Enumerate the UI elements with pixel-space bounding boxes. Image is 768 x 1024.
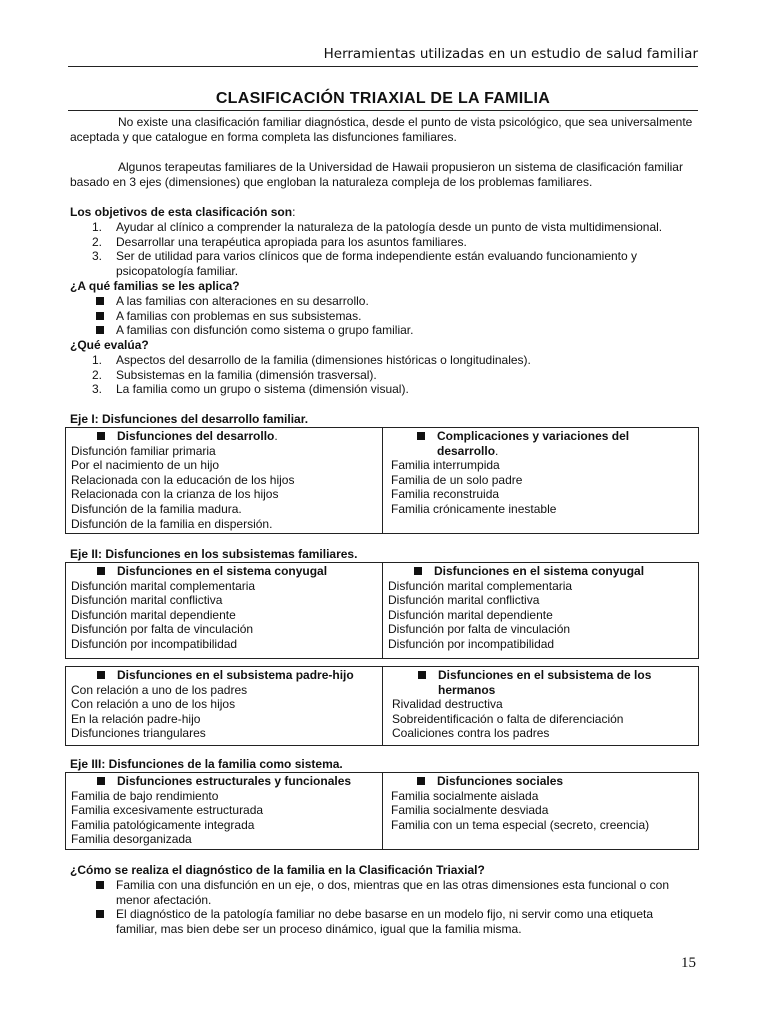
evaluates-text: Aspectos del desarrollo de la familia (dimensiones históricas o longitudinales). — [116, 353, 531, 367]
objectives-list — [92, 220, 692, 278]
evaluates-text: La familia como un grupo o sistema (dimensión visual). — [116, 382, 409, 397]
table-row: Con relación a uno de los padres — [71, 682, 248, 697]
table-row: Disfunción marital dependiente — [71, 607, 236, 622]
diagnosis-item — [92, 907, 692, 936]
objective-item: 3. Ser de utilidad para varios clínicos que de forma independiente están evaluando funcionamiento y psicopatología familiar. — [92, 249, 638, 278]
square-bullet-icon — [417, 777, 425, 785]
table-row: Disfunción por incompatibilidad — [388, 636, 555, 651]
table-row: En la relación padre-hijo — [71, 711, 201, 726]
title-rule — [68, 110, 698, 111]
evaluates-heading: ¿Qué evalúa? — [70, 338, 149, 352]
axis1-right-header-period: . — [495, 443, 499, 458]
objectives-heading — [70, 205, 295, 219]
axis2-heading: Eje II: Disfunciones en los subsistemas familiares. — [70, 547, 358, 561]
axis3-left-column — [66, 773, 383, 849]
square-bullet-icon — [97, 671, 105, 679]
axis3-right-column — [383, 773, 698, 849]
axis2-block1-right-column — [383, 563, 698, 658]
diagnosis-text: Familia con una disfunción en un eje, o dos, mientras que en las otras dimensiones esta funcional o con menor afectación. — [116, 878, 669, 907]
objectives-heading-text: Los objetivos de esta clasificación son — [70, 205, 293, 219]
table-row: Relacionada con la educación de los hijos — [71, 472, 295, 487]
table-row: Familia crónicamente inestable — [391, 501, 557, 516]
axis3-left-header-text: Disfunciones estructurales y funcionales — [117, 774, 352, 788]
header-rule — [68, 66, 698, 67]
square-bullet-icon — [97, 777, 105, 785]
table-row: Relacionada con la crianza de los hijos — [71, 487, 279, 502]
axis1-left-header-text: Disfunciones del desarrollo — [117, 429, 275, 443]
square-bullet-icon — [96, 881, 104, 889]
evaluates-list — [92, 353, 692, 397]
table-row: Rivalidad destructiva — [392, 697, 503, 712]
axis2-block2-right-header — [392, 668, 693, 697]
axis2-block2-left-column — [66, 667, 383, 745]
axis2-block1-right-header-text: Disfunciones en el sistema conyugal — [434, 564, 645, 578]
table-row: Coaliciones contra los padres — [392, 726, 550, 741]
table-row: Disfunción marital conflictiva — [388, 593, 540, 608]
applies-item — [92, 323, 692, 338]
table-row: Disfunción de la familia madura. — [71, 501, 242, 516]
table-row: Con relación a uno de los hijos — [71, 697, 236, 712]
table-row: Familia desorganizada — [71, 832, 192, 847]
evaluates-item: 1. Aspectos del desarrollo de la familia (dimensiones históricas o longitudinales). — [92, 353, 531, 367]
evaluates-item: 2. Subsistemas en la familia (dimensión trasversal). — [92, 367, 377, 382]
objectives-heading-colon: : — [292, 205, 296, 219]
page-number: 15 — [681, 955, 696, 971]
objective-item: 1. Ayudar al clínico a comprender la naturaleza de la patología desde un punto de vista multidimensional. — [92, 220, 663, 234]
table-row: Sobreidentificación o falta de diferenciación — [392, 711, 624, 726]
axis2-block2-left-header-text: Disfunciones en el subsistema padre-hijo — [117, 668, 354, 682]
table-row: Familia con un tema especial (secreto, creencia) — [391, 817, 650, 832]
axis1-left-header — [71, 429, 377, 444]
axis2-block2-right-header-text: Disfunciones en el subsistema de los hermanos — [438, 668, 652, 697]
evaluates-text: Subsistemas en la familia (dimensión trasversal). — [116, 367, 377, 382]
table-row: Familia interrumpida — [391, 458, 500, 473]
applies-item — [92, 294, 692, 309]
axis2-block1-left-header — [71, 564, 377, 579]
page-title: CLASIFICACIÓN TRIAXIAL DE LA FAMILIA — [215, 90, 551, 107]
axis1-left-header-period: . — [274, 429, 278, 443]
table-row: Disfunción por falta de vinculación — [71, 622, 254, 637]
diagnosis-text: El diagnóstico de la patología familiar no debe basarse en un modelo fijo, ni servir como una etiqueta familiar, mas bien debe ser un proceso dinámico, igual que la familia misma. — [116, 907, 653, 936]
applies-list — [92, 294, 692, 338]
square-bullet-icon — [96, 297, 104, 305]
objective-text: Ser de utilidad para varios clínicos que de forma independiente están evaluando funcionamiento y psicopatología familiar. — [116, 249, 638, 278]
table-row: Disfunción marital dependiente — [388, 607, 553, 622]
table-row: Familia reconstruida — [391, 487, 500, 502]
table-row: Disfunción de la familia en dispersión. — [71, 516, 273, 531]
axis1-left-column — [66, 428, 383, 533]
applies-text: A familias con problemas en sus subsistemas. — [116, 308, 362, 323]
axis2-block1-right-header — [388, 564, 693, 579]
axis3-table — [65, 772, 699, 850]
axis3-heading: Eje III: Disfunciones de la familia como sistema. — [70, 757, 343, 771]
axis2-table-2 — [65, 666, 699, 746]
square-bullet-icon — [418, 671, 426, 679]
axis2-table-1 — [65, 562, 699, 659]
axis3-right-header — [391, 774, 693, 789]
square-bullet-icon — [96, 312, 104, 320]
table-row: Disfunción marital complementaria — [388, 578, 573, 593]
axis2-block1-left-column — [66, 563, 383, 658]
table-row: Familia excesivamente estructurada — [71, 803, 264, 818]
table-row: Disfunción marital conflictiva — [71, 593, 223, 608]
table-row: Disfunción familiar primaria — [71, 443, 216, 458]
square-bullet-icon — [97, 432, 105, 440]
diagnosis-heading: ¿Cómo se realiza el diagnóstico de la familia en la Clasificación Triaxial? — [70, 863, 485, 877]
table-row: Disfunciones triangulares — [71, 726, 206, 741]
axis1-table — [65, 427, 699, 534]
intro-paragraph-2: Algunos terapeutas familiares de la Universidad de Hawaii propusieron un sistema de clasificación familiar basado en 3 ejes (dimensiones) que engloban la naturaleza compleja de los problemas familiares. — [70, 160, 683, 189]
square-bullet-icon — [96, 326, 104, 334]
table-row: Familia socialmente aislada — [391, 788, 539, 803]
square-bullet-icon — [414, 567, 422, 575]
table-row: Disfunción marital complementaria — [71, 578, 256, 593]
applies-item — [92, 309, 692, 324]
objective-item: 2. Desarrollar una terapéutica apropiada para los asuntos familiares. — [92, 234, 467, 249]
running-head: Herramientas utilizadas en un estudio de salud familiar — [323, 46, 698, 62]
table-row: Disfunción por falta de vinculación — [388, 622, 571, 637]
table-row: Por el nacimiento de un hijo — [71, 458, 220, 473]
applies-text: A las familias con alteraciones en su desarrollo. — [116, 294, 369, 308]
square-bullet-icon — [97, 567, 105, 575]
objective-text: Desarrollar una terapéutica apropiada para los asuntos familiares. — [116, 234, 467, 249]
applies-text: A familias con disfunción como sistema o grupo familiar. — [116, 323, 414, 338]
applies-heading: ¿A qué familias se les aplica? — [70, 279, 240, 293]
diagnosis-item — [92, 878, 692, 907]
axis1-right-header-text: Complicaciones y variaciones del desarrollo — [437, 429, 630, 458]
table-row: Familia de bajo rendimiento — [71, 788, 219, 803]
square-bullet-icon — [96, 910, 104, 918]
axis3-left-header — [71, 774, 377, 789]
axis2-block2-left-header — [71, 668, 377, 683]
axis2-block1-left-header-text: Disfunciones en el sistema conyugal — [117, 564, 328, 578]
table-row: Familia de un solo padre — [391, 472, 523, 487]
table-row: Familia patológicamente integrada — [71, 817, 255, 832]
evaluates-item: 3. La familia como un grupo o sistema (dimensión visual). — [92, 382, 409, 397]
axis2-block2-right-column — [383, 667, 698, 745]
table-row: Disfunción por incompatibilidad — [71, 636, 238, 651]
diagnosis-list — [92, 878, 692, 936]
axis1-heading: Eje I: Disfunciones del desarrollo familiar. — [70, 412, 309, 426]
axis1-right-column — [383, 428, 698, 533]
table-row: Familia socialmente desviada — [391, 803, 549, 818]
square-bullet-icon — [417, 432, 425, 440]
axis3-right-header-text: Disfunciones sociales — [437, 774, 564, 788]
objective-text: Ayudar al clínico a comprender la naturaleza de la patología desde un punto de vista multidimensional. — [116, 220, 663, 234]
intro-paragraph-1: No existe una clasificación familiar diagnóstica, desde el punto de vista psicológico, que sea universalmente aceptada y que catalogue en forma completa las disfunciones familiares. — [70, 115, 693, 144]
axis1-right-header — [391, 429, 693, 458]
